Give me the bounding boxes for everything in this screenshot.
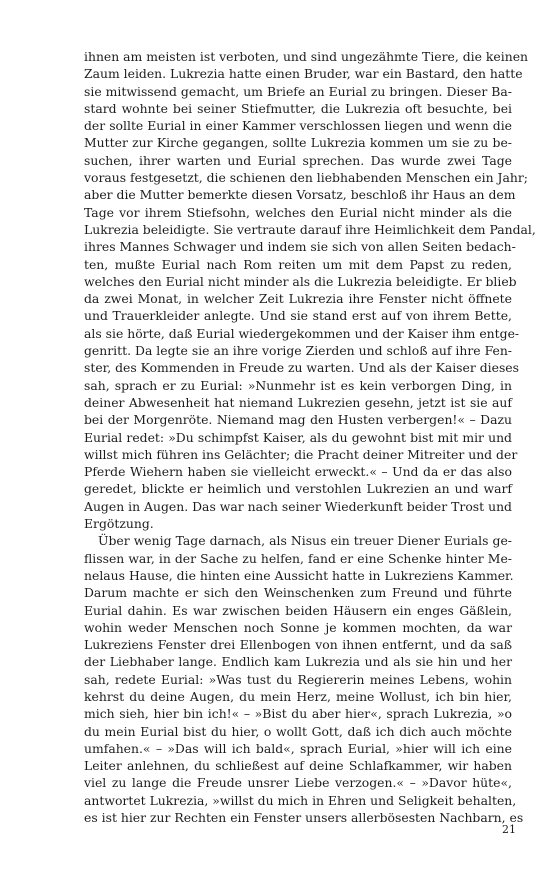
text-line: Zaum leiden. Lukrezia hatte einen Bruder, war ein Bastard, den hatte: [84, 66, 523, 82]
text-line: ten, mußte Eurial nach Rom reiten um mit dem Papst zu reden,: [84, 256, 512, 272]
text-line: wohin weder Menschen noch Sonne je kommen mochten, da war: [84, 619, 512, 635]
text-line: willst mich führen ins Gelächter; die Pracht deiner Mitreiter und der: [84, 446, 518, 462]
text-line: aber die Mutter bemerkte diesen Vorsatz, beschloß ihr Haus an dem: [84, 187, 516, 203]
text-line: Leiter anlehnen, du schließest auf deine Schlafkammer, wir haben: [84, 758, 512, 774]
text-line: du mein Eurial bist du hier, o wollt Gott, daß ich dich auch möchte: [84, 723, 512, 739]
text-line: Pferde Wiehern haben sie vielleicht erweckt.« – Und da er das also: [84, 464, 512, 480]
text-line: ihres Mannes Schwager und indem sie sich von allen Seiten bedach-: [84, 239, 516, 255]
text-line: voraus festgesetzt, die schienen den liebhabenden Menschen ein Jahr;: [84, 170, 528, 186]
text-line: viel zu lange die Freude unsrer Liebe verzogen.« – »Davor hüte«,: [84, 775, 512, 791]
text-line: da zwei Monat, in welcher Zeit Lukrezia ihre Fenster nicht öffnete: [84, 291, 512, 307]
paragraph: [84, 532, 524, 826]
text-line: mich sieh, hier bin ich!« – »Bist du aber hier«, sprach Lukrezia, »o: [84, 706, 512, 722]
text-line: nelaus Hause, die hinten eine Aussicht hatte in Lukreziens Kammer.: [84, 567, 514, 583]
text-line: Lukrezia beleidigte. Sie vertraute darauf ihre Heimlichkeit dem Pandal,: [84, 221, 536, 237]
text-line: suchen, ihrer warten und Eurial sprechen. Das wurde zwei Tage: [84, 152, 512, 168]
text-line: antwortet Lukrezia, »willst du mich in Ehren und Seligkeit behalten,: [84, 792, 517, 808]
text-line: Lukreziens Fenster drei Ellenbogen von ihnen entfernt, und da saß: [84, 637, 512, 653]
text-line: ster, des Kommenden in Freude zu warten. Und als der Kaiser dieses: [84, 360, 520, 376]
text-line: Eurial redet: »Du schimpfst Kaiser, als du gewohnt bist mit mir und: [84, 429, 512, 445]
text-line: genritt. Da legte sie an ihre vorige Zierden und schloß auf ihre Fen-: [84, 343, 512, 359]
text-line: Ergötzung.: [84, 516, 154, 532]
paragraph: [84, 48, 536, 532]
text-line: bei der Morgenröte. Niemand mag den Husten verbergen!« – Dazu: [84, 412, 512, 428]
text-line: Mutter zur Kirche gegangen, sollte Lukrezia kommen um sie zu be-: [84, 135, 512, 151]
text-line: deiner Abwesenheit hat niemand Lukrezien gesehn, jetzt ist sie auf: [84, 394, 512, 410]
page-number: 21: [502, 823, 516, 836]
text-line: sah, redete Eurial: »Was tust du Regiererin meines Lebens, wohin: [84, 671, 512, 687]
text-line: flissen war, in der Sache zu helfen, fand er eine Schenke hinter Me-: [84, 550, 512, 566]
text-line: sah, sprach er zu Eurial: »Nunmehr ist es kein verborgen Ding, in: [84, 377, 512, 393]
text-line: Über wenig Tage darnach, als Nisus ein treuer Diener Eurials ge-: [98, 533, 512, 549]
text-line: Eurial dahin. Es war zwischen beiden Häusern ein enges Gäßlein,: [84, 602, 512, 618]
text-line: sie mitwissend gemacht, um Briefe an Eurial zu bringen. Dieser Ba-: [84, 83, 512, 99]
text-line: Tage vor ihrem Stiefsohn, welches den Eurial nicht minder als die: [84, 204, 512, 220]
text-line: Darum machte er sich den Weinschenken zum Freund und führte: [84, 585, 512, 601]
text-line: kehrst du deine Augen, du mein Herz, meine Wollust, ich bin hier,: [84, 688, 512, 704]
text-line: umfahen.« – »Das will ich bald«, sprach Eurial, »hier will ich eine: [84, 740, 512, 756]
text-line: es ist hier zur Rechten ein Fenster unsers allerbösesten Nachbarn, es: [84, 810, 524, 826]
text-line: stard wohnte bei seiner Stiefmutter, die Lukrezia oft besuchte, bei: [84, 100, 512, 116]
text-line: ihnen am meisten ist verboten, und sind ungezähmte Tiere, die keinen: [84, 49, 529, 64]
text-line: Augen in Augen. Das war nach seiner Wiederkunft beider Trost und: [84, 498, 512, 514]
text-line: der sollte Eurial in einer Kammer verschlossen liegen und wenn die: [84, 118, 512, 134]
text-line: der Liebhaber lange. Endlich kam Lukrezia und als sie hin und her: [84, 654, 512, 670]
text-line: als sie hörte, daß Eurial wiedergekommen und der Kaiser ihm entge-: [84, 325, 520, 341]
text-line: und Trauerkleider anlegte. Und sie stand erst auf von ihrem Bette,: [84, 308, 512, 324]
text-line: geredet, blickte er heimlich und verstohlen Lukrezien an und warf: [84, 481, 512, 497]
text-line: welches den Eurial nicht minder als die Lukrezia beleidigte. Er blieb: [84, 273, 517, 289]
body-text: [84, 48, 536, 826]
